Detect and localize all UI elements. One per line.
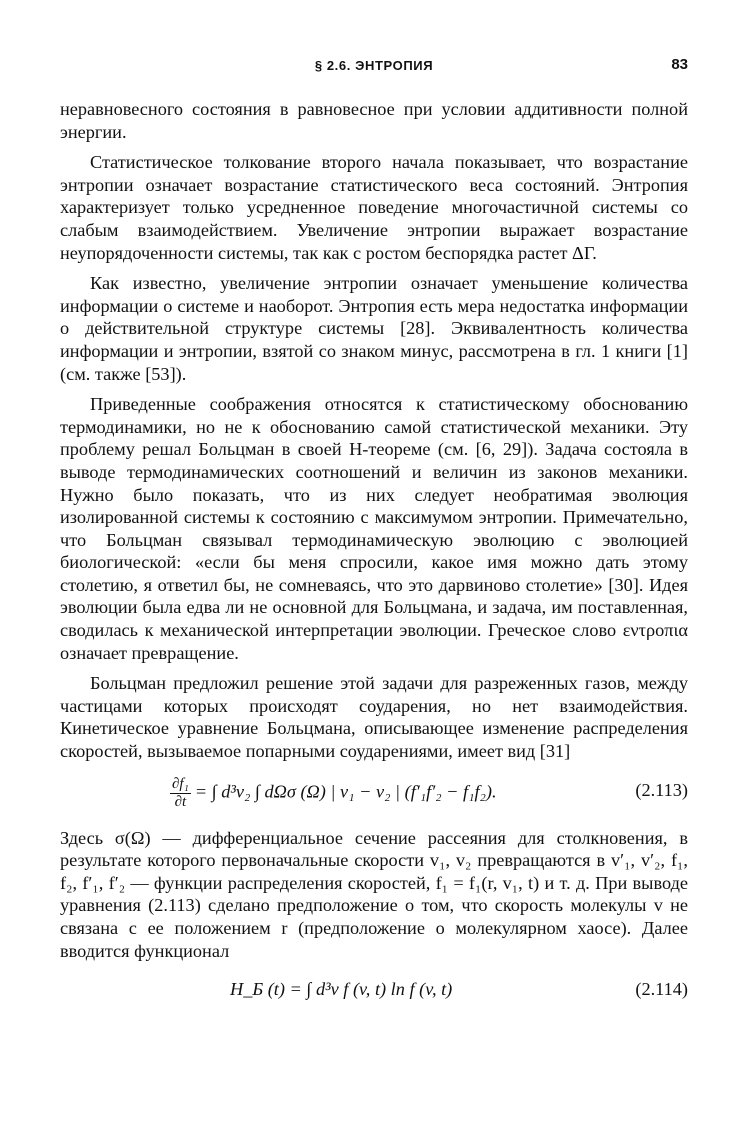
- running-head: § 2.6. ЭНТРОПИЯ: [314, 58, 434, 73]
- paragraph: неравновесного состояния в равновесное при условии аддитивности полной энергии.: [60, 99, 688, 142]
- page-number: 83: [671, 56, 688, 73]
- paragraph: Больцман предложил решение этой задачи для разреженных газов, между частицами которых происходят соударения, но нет взаимодействия. Кинетическое уравнение Больцмана, описывающее изменение распределения скоростей, вызываемое попарными соударениями, имеет вид [31]: [60, 673, 688, 762]
- paragraph: Как известно, увеличение энтропии означает уменьшение количества информации о системе и наоборот. Энтропия есть мера недостатка информации о действительной структуре системы [28]. Эквивалентность количества информации и энтропии, взятой со знаком минус, рассмотрена в гл. 1 книги [1] (см. также [53]).: [60, 273, 688, 384]
- paragraph: Статистическое толкование второго начала показывает, что возрастание энтропии означает возрастание статистического веса состояний. Энтропия характеризует только усредненное поведение многочастичной системы со слабым взаимодействием. Увеличение энтропии выражает возрастание неупорядоченности системы, так как с ростом беспорядка растет ΔΓ.: [60, 152, 688, 263]
- equation-body: [170, 777, 497, 810]
- page-body: [60, 98, 688, 1026]
- equation-body: H_Б (t) = ∫ d³v f (v, t) ln f (v, t): [230, 979, 453, 1000]
- fraction-numerator: ∂f₁: [172, 775, 189, 792]
- partial-derivative-fraction: [170, 777, 191, 810]
- paragraph: Приведенные соображения относятся к статистическому обоснованию термодинамики, но не к обоснованию самой статистической механики. Эту проблему решал Больцман в своей H-теореме (см. [6, 29]). Задача состояла в выводе термодинамических соотношений и величин из законов механики. Нужно было показать, что из них следует необратимая эволюция изолированной системы к состоянию с максимумом энтропии. Примечательно, что Больцман связывал термодинамическую эволюцию с эволюцией биологической: «если бы меня спросили, какое имя можно дать этому столетию, я ответил бы, не сомневаясь, что это дарвиново столетие» [30]. Идея эволюции была едва ли не основной для Больцмана, и задача, им поставленная, сводилась к механической интерпретации эволюции. Греческое слово εντροπια означает превращение.: [60, 394, 688, 663]
- equation-number: (2.114): [635, 979, 688, 1000]
- page-header: [60, 52, 688, 82]
- fraction-denominator: ∂t: [174, 793, 187, 810]
- equation-rhs: = ∫ d³v₂ ∫ dΩσ (Ω) | v₁ − v₂ | (f′₁f′₂ − f₁f₂).: [194, 781, 497, 802]
- equation-2-114: [60, 968, 688, 1018]
- equation-number: (2.113): [635, 779, 688, 800]
- equation-2-113: [60, 769, 688, 819]
- paragraph: Здесь σ(Ω) — дифференциальное сечение рассеяния для столкновения, в результате которого первоначальные скорости v₁, v₂ превращаются в v′₁, v′₂, f₁, f₂, f′₁, f′₂ — функции распределения скоростей, f₁ = f₁(r, v₁, t) и т. д. При выводе уравнения (2.113) сделано предположение о том, что скорость молекулы v не связана с ее положением r (предположение о молекулярном хаосе). Далее вводится функционал: [60, 827, 688, 961]
